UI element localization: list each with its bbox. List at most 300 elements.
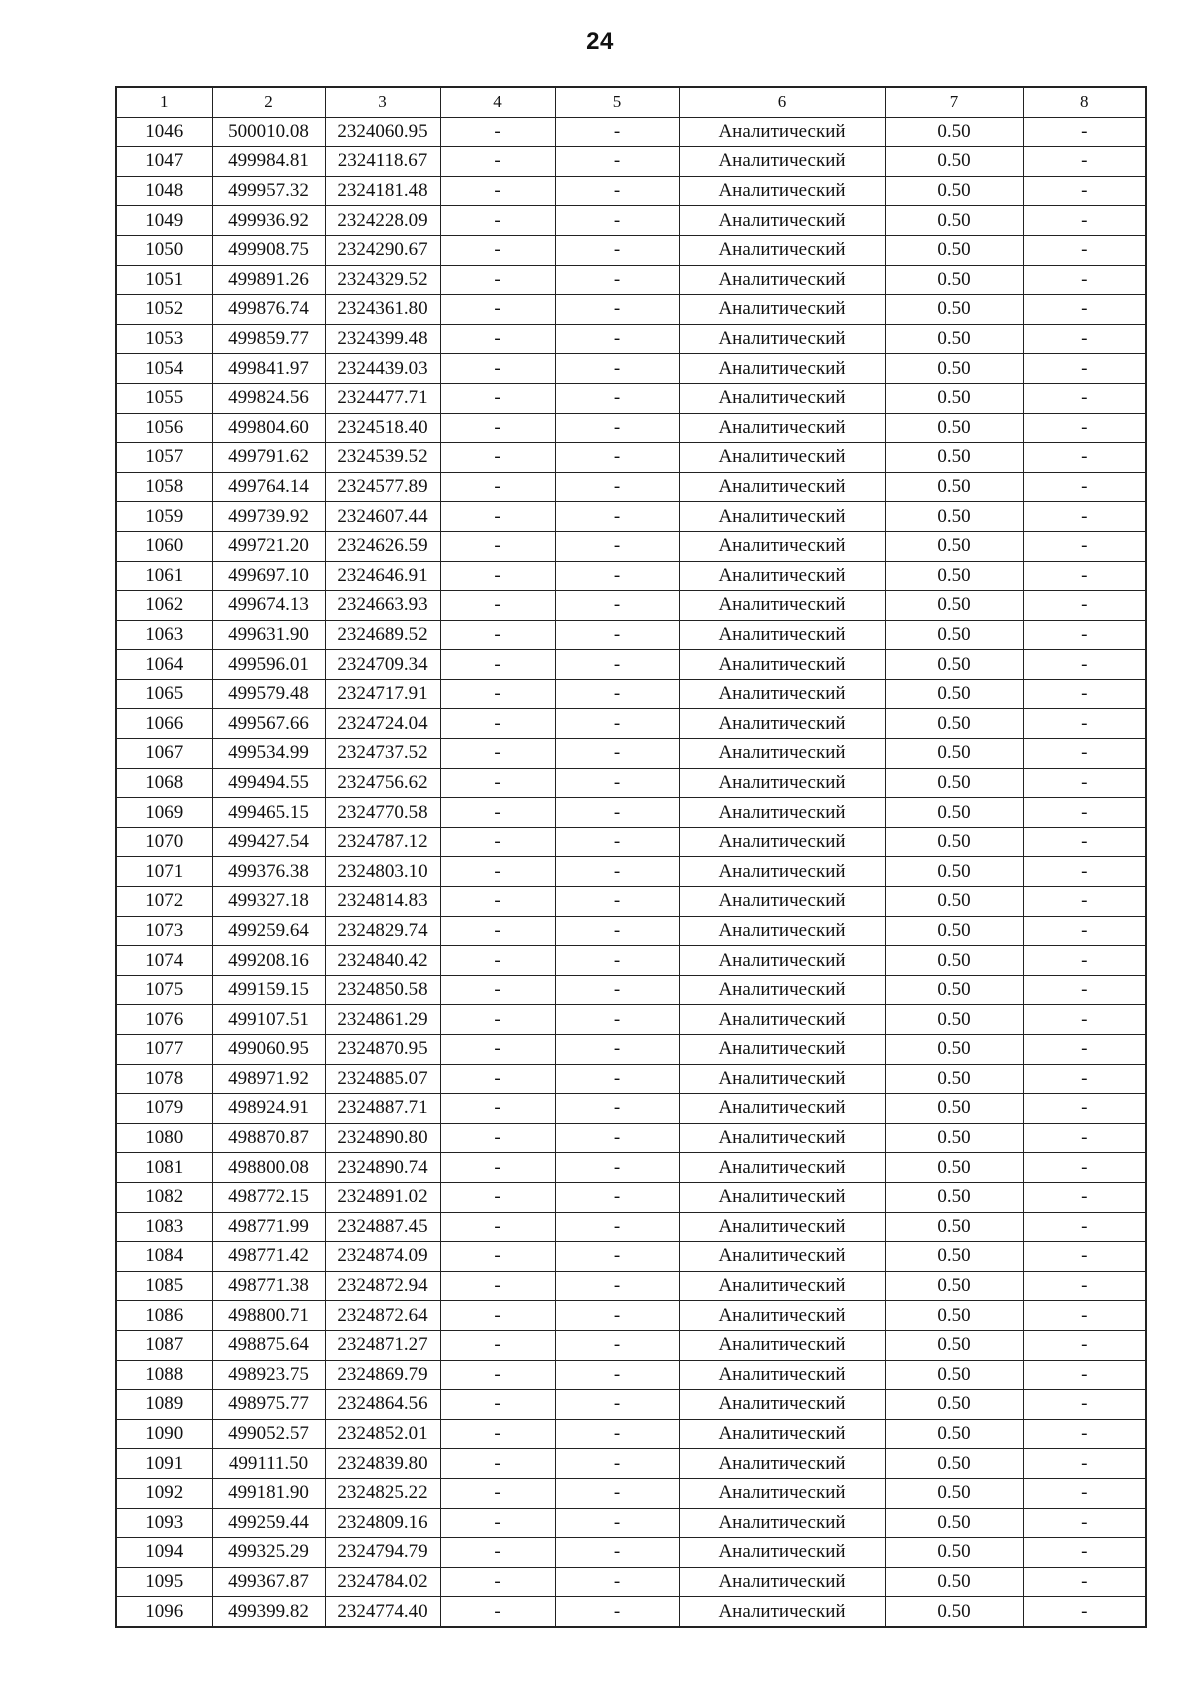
- point-number-cell: 1086: [116, 1301, 212, 1331]
- method-cell: Аналитический: [679, 531, 885, 561]
- coordinate-x-cell: 499111.50: [212, 1449, 325, 1479]
- table-row: [116, 324, 1146, 354]
- coordinate-y-cell: 2324181.48: [325, 176, 440, 206]
- col-5-cell: -: [555, 502, 679, 532]
- col-5-cell: -: [555, 1064, 679, 1094]
- table-row: [116, 946, 1146, 976]
- point-number-cell: 1064: [116, 650, 212, 680]
- accuracy-cell: 0.50: [885, 117, 1023, 147]
- coordinate-y-cell: 2324724.04: [325, 709, 440, 739]
- col-8-cell: -: [1023, 1419, 1146, 1449]
- table-row: [116, 443, 1146, 473]
- method-cell: Аналитический: [679, 147, 885, 177]
- point-number-cell: 1072: [116, 887, 212, 917]
- col-4-cell: -: [440, 1123, 555, 1153]
- coordinate-y-cell: 2324663.93: [325, 591, 440, 621]
- point-number-cell: 1065: [116, 679, 212, 709]
- coordinate-x-cell: 499060.95: [212, 1035, 325, 1065]
- coordinate-y-cell: 2324060.95: [325, 117, 440, 147]
- accuracy-cell: 0.50: [885, 857, 1023, 887]
- col-5-cell: -: [555, 946, 679, 976]
- col-5-cell: -: [555, 561, 679, 591]
- coordinate-x-cell: 498924.91: [212, 1094, 325, 1124]
- method-cell: Аналитический: [679, 709, 885, 739]
- col-4-cell: -: [440, 531, 555, 561]
- col-4-cell: -: [440, 620, 555, 650]
- point-number-cell: 1059: [116, 502, 212, 532]
- table-row: [116, 206, 1146, 236]
- col-8-cell: -: [1023, 975, 1146, 1005]
- table-row: [116, 561, 1146, 591]
- accuracy-cell: 0.50: [885, 1508, 1023, 1538]
- coordinate-x-cell: 498800.71: [212, 1301, 325, 1331]
- coordinate-x-cell: 499534.99: [212, 739, 325, 769]
- col-4-cell: -: [440, 709, 555, 739]
- column-header-7: 7: [885, 87, 1023, 117]
- col-5-cell: -: [555, 1123, 679, 1153]
- method-cell: Аналитический: [679, 887, 885, 917]
- table-row: [116, 1271, 1146, 1301]
- method-cell: Аналитический: [679, 383, 885, 413]
- method-cell: Аналитический: [679, 1005, 885, 1035]
- col-4-cell: -: [440, 1182, 555, 1212]
- col-5-cell: -: [555, 1182, 679, 1212]
- coordinate-x-cell: 499804.60: [212, 413, 325, 443]
- method-cell: Аналитический: [679, 1538, 885, 1568]
- col-5-cell: -: [555, 1449, 679, 1479]
- table-row: [116, 591, 1146, 621]
- coordinate-y-cell: 2324787.12: [325, 827, 440, 857]
- method-cell: Аналитический: [679, 739, 885, 769]
- coordinate-x-cell: 499107.51: [212, 1005, 325, 1035]
- coordinate-y-cell: 2324756.62: [325, 768, 440, 798]
- col-8-cell: -: [1023, 1478, 1146, 1508]
- coordinate-x-cell: 499631.90: [212, 620, 325, 650]
- coordinate-y-cell: 2324890.74: [325, 1153, 440, 1183]
- point-number-cell: 1057: [116, 443, 212, 473]
- coordinate-y-cell: 2324607.44: [325, 502, 440, 532]
- method-cell: Аналитический: [679, 206, 885, 236]
- col-5-cell: -: [555, 887, 679, 917]
- col-5-cell: -: [555, 1508, 679, 1538]
- accuracy-cell: 0.50: [885, 591, 1023, 621]
- table-row: [116, 295, 1146, 325]
- coordinate-x-cell: 498800.08: [212, 1153, 325, 1183]
- col-4-cell: -: [440, 1301, 555, 1331]
- table-row: [116, 709, 1146, 739]
- point-number-cell: 1077: [116, 1035, 212, 1065]
- coordinate-x-cell: 499325.29: [212, 1538, 325, 1568]
- table-row: [116, 1597, 1146, 1627]
- accuracy-cell: 0.50: [885, 1597, 1023, 1627]
- column-header-6: 6: [679, 87, 885, 117]
- col-5-cell: -: [555, 1035, 679, 1065]
- coordinate-y-cell: 2324118.67: [325, 147, 440, 177]
- col-5-cell: -: [555, 709, 679, 739]
- col-5-cell: -: [555, 531, 679, 561]
- coordinate-x-cell: 499159.15: [212, 975, 325, 1005]
- coordinate-y-cell: 2324814.83: [325, 887, 440, 917]
- coordinate-y-cell: 2324784.02: [325, 1567, 440, 1597]
- col-8-cell: -: [1023, 1449, 1146, 1479]
- table-row: [116, 1123, 1146, 1153]
- col-8-cell: -: [1023, 472, 1146, 502]
- col-8-cell: -: [1023, 679, 1146, 709]
- table-row: [116, 1390, 1146, 1420]
- table-row: [116, 1330, 1146, 1360]
- col-8-cell: -: [1023, 1567, 1146, 1597]
- table-row: [116, 768, 1146, 798]
- accuracy-cell: 0.50: [885, 1064, 1023, 1094]
- coordinate-y-cell: 2324689.52: [325, 620, 440, 650]
- coordinate-y-cell: 2324794.79: [325, 1538, 440, 1568]
- col-8-cell: -: [1023, 798, 1146, 828]
- coordinate-x-cell: 499399.82: [212, 1597, 325, 1627]
- point-number-cell: 1071: [116, 857, 212, 887]
- table-row: [116, 383, 1146, 413]
- method-cell: Аналитический: [679, 620, 885, 650]
- col-4-cell: -: [440, 679, 555, 709]
- coordinate-y-cell: 2324539.52: [325, 443, 440, 473]
- col-4-cell: -: [440, 1419, 555, 1449]
- table-row: [116, 235, 1146, 265]
- point-number-cell: 1087: [116, 1330, 212, 1360]
- point-number-cell: 1070: [116, 827, 212, 857]
- table-row: [116, 1538, 1146, 1568]
- col-5-cell: -: [555, 1153, 679, 1183]
- col-8-cell: -: [1023, 1538, 1146, 1568]
- col-4-cell: -: [440, 946, 555, 976]
- coordinate-y-cell: 2324518.40: [325, 413, 440, 443]
- col-8-cell: -: [1023, 413, 1146, 443]
- col-4-cell: -: [440, 383, 555, 413]
- col-5-cell: -: [555, 1330, 679, 1360]
- method-cell: Аналитический: [679, 1094, 885, 1124]
- col-4-cell: -: [440, 1094, 555, 1124]
- col-4-cell: -: [440, 1538, 555, 1568]
- col-8-cell: -: [1023, 827, 1146, 857]
- col-4-cell: -: [440, 1567, 555, 1597]
- table-row: [116, 1094, 1146, 1124]
- accuracy-cell: 0.50: [885, 1005, 1023, 1035]
- col-4-cell: -: [440, 916, 555, 946]
- col-8-cell: -: [1023, 768, 1146, 798]
- coordinate-x-cell: 499891.26: [212, 265, 325, 295]
- col-4-cell: -: [440, 295, 555, 325]
- accuracy-cell: 0.50: [885, 1449, 1023, 1479]
- col-4-cell: -: [440, 1242, 555, 1272]
- point-number-cell: 1074: [116, 946, 212, 976]
- col-8-cell: -: [1023, 1330, 1146, 1360]
- col-4-cell: -: [440, 887, 555, 917]
- table-row: [116, 147, 1146, 177]
- col-8-cell: -: [1023, 1064, 1146, 1094]
- point-number-cell: 1093: [116, 1508, 212, 1538]
- col-5-cell: -: [555, 650, 679, 680]
- method-cell: Аналитический: [679, 1419, 885, 1449]
- method-cell: Аналитический: [679, 1330, 885, 1360]
- coordinate-x-cell: 499259.64: [212, 916, 325, 946]
- col-4-cell: -: [440, 1271, 555, 1301]
- col-4-cell: -: [440, 975, 555, 1005]
- col-8-cell: -: [1023, 443, 1146, 473]
- point-number-cell: 1063: [116, 620, 212, 650]
- point-number-cell: 1046: [116, 117, 212, 147]
- coordinates-table: [115, 86, 1147, 1628]
- coordinate-y-cell: 2324840.42: [325, 946, 440, 976]
- point-number-cell: 1048: [116, 176, 212, 206]
- col-4-cell: -: [440, 1153, 555, 1183]
- coordinate-x-cell: 498971.92: [212, 1064, 325, 1094]
- coordinate-x-cell: 499427.54: [212, 827, 325, 857]
- method-cell: Аналитический: [679, 650, 885, 680]
- col-5-cell: -: [555, 354, 679, 384]
- col-8-cell: -: [1023, 117, 1146, 147]
- accuracy-cell: 0.50: [885, 1301, 1023, 1331]
- table-header-row: [116, 87, 1146, 117]
- col-5-cell: -: [555, 591, 679, 621]
- col-4-cell: -: [440, 768, 555, 798]
- table-row: [116, 650, 1146, 680]
- accuracy-cell: 0.50: [885, 472, 1023, 502]
- point-number-cell: 1084: [116, 1242, 212, 1272]
- accuracy-cell: 0.50: [885, 679, 1023, 709]
- col-5-cell: -: [555, 1597, 679, 1627]
- method-cell: Аналитический: [679, 176, 885, 206]
- point-number-cell: 1091: [116, 1449, 212, 1479]
- col-8-cell: -: [1023, 1597, 1146, 1627]
- coordinate-x-cell: 498923.75: [212, 1360, 325, 1390]
- coordinate-x-cell: 498771.42: [212, 1242, 325, 1272]
- coordinate-x-cell: 499721.20: [212, 531, 325, 561]
- method-cell: Аналитический: [679, 1449, 885, 1479]
- coordinate-x-cell: 499181.90: [212, 1478, 325, 1508]
- col-5-cell: -: [555, 147, 679, 177]
- coordinate-y-cell: 2324439.03: [325, 354, 440, 384]
- col-5-cell: -: [555, 620, 679, 650]
- method-cell: Аналитический: [679, 1478, 885, 1508]
- method-cell: Аналитический: [679, 1301, 885, 1331]
- col-8-cell: -: [1023, 1212, 1146, 1242]
- point-number-cell: 1061: [116, 561, 212, 591]
- col-5-cell: -: [555, 235, 679, 265]
- col-4-cell: -: [440, 413, 555, 443]
- accuracy-cell: 0.50: [885, 1567, 1023, 1597]
- col-4-cell: -: [440, 1478, 555, 1508]
- table-row: [116, 1005, 1146, 1035]
- table-row: [116, 176, 1146, 206]
- accuracy-cell: 0.50: [885, 1182, 1023, 1212]
- coordinate-y-cell: 2324228.09: [325, 206, 440, 236]
- table-row: [116, 531, 1146, 561]
- coordinate-x-cell: 498771.38: [212, 1271, 325, 1301]
- col-8-cell: -: [1023, 354, 1146, 384]
- column-header-8: 8: [1023, 87, 1146, 117]
- coordinate-x-cell: 499876.74: [212, 295, 325, 325]
- method-cell: Аналитический: [679, 1153, 885, 1183]
- coordinate-x-cell: 499824.56: [212, 383, 325, 413]
- col-4-cell: -: [440, 591, 555, 621]
- point-number-cell: 1054: [116, 354, 212, 384]
- table-row: [116, 1360, 1146, 1390]
- col-4-cell: -: [440, 206, 555, 236]
- col-5-cell: -: [555, 1360, 679, 1390]
- table-row: [116, 265, 1146, 295]
- coordinate-x-cell: 499984.81: [212, 147, 325, 177]
- coordinate-y-cell: 2324885.07: [325, 1064, 440, 1094]
- coordinate-y-cell: 2324872.94: [325, 1271, 440, 1301]
- table-row: [116, 1449, 1146, 1479]
- col-8-cell: -: [1023, 1035, 1146, 1065]
- col-5-cell: -: [555, 1271, 679, 1301]
- point-number-cell: 1096: [116, 1597, 212, 1627]
- col-4-cell: -: [440, 443, 555, 473]
- method-cell: Аналитический: [679, 1271, 885, 1301]
- coordinate-x-cell: 499859.77: [212, 324, 325, 354]
- table-row: [116, 1182, 1146, 1212]
- col-5-cell: -: [555, 1094, 679, 1124]
- point-number-cell: 1068: [116, 768, 212, 798]
- accuracy-cell: 0.50: [885, 265, 1023, 295]
- coordinate-x-cell: 499596.01: [212, 650, 325, 680]
- coordinate-y-cell: 2324577.89: [325, 472, 440, 502]
- col-4-cell: -: [440, 798, 555, 828]
- col-8-cell: -: [1023, 1242, 1146, 1272]
- table-row: [116, 472, 1146, 502]
- col-5-cell: -: [555, 443, 679, 473]
- coordinate-y-cell: 2324864.56: [325, 1390, 440, 1420]
- coordinate-x-cell: 499052.57: [212, 1419, 325, 1449]
- accuracy-cell: 0.50: [885, 502, 1023, 532]
- method-cell: Аналитический: [679, 679, 885, 709]
- table-row: [116, 413, 1146, 443]
- column-header-4: 4: [440, 87, 555, 117]
- table-row: [116, 1212, 1146, 1242]
- point-number-cell: 1081: [116, 1153, 212, 1183]
- point-number-cell: 1050: [116, 235, 212, 265]
- col-8-cell: -: [1023, 709, 1146, 739]
- accuracy-cell: 0.50: [885, 1419, 1023, 1449]
- accuracy-cell: 0.50: [885, 235, 1023, 265]
- col-8-cell: -: [1023, 1153, 1146, 1183]
- coordinate-y-cell: 2324890.80: [325, 1123, 440, 1153]
- coordinate-y-cell: 2324646.91: [325, 561, 440, 591]
- table-row: [116, 739, 1146, 769]
- accuracy-cell: 0.50: [885, 561, 1023, 591]
- point-number-cell: 1058: [116, 472, 212, 502]
- accuracy-cell: 0.50: [885, 1538, 1023, 1568]
- table-body: [116, 117, 1146, 1627]
- coordinate-x-cell: 499327.18: [212, 887, 325, 917]
- coordinate-y-cell: 2324861.29: [325, 1005, 440, 1035]
- coordinate-y-cell: 2324887.45: [325, 1212, 440, 1242]
- col-4-cell: -: [440, 1035, 555, 1065]
- coordinate-y-cell: 2324869.79: [325, 1360, 440, 1390]
- col-8-cell: -: [1023, 1123, 1146, 1153]
- accuracy-cell: 0.50: [885, 176, 1023, 206]
- accuracy-cell: 0.50: [885, 531, 1023, 561]
- col-5-cell: -: [555, 383, 679, 413]
- column-header-5: 5: [555, 87, 679, 117]
- col-8-cell: -: [1023, 1360, 1146, 1390]
- col-4-cell: -: [440, 472, 555, 502]
- point-number-cell: 1056: [116, 413, 212, 443]
- accuracy-cell: 0.50: [885, 147, 1023, 177]
- col-5-cell: -: [555, 324, 679, 354]
- table-row: [116, 354, 1146, 384]
- col-5-cell: -: [555, 265, 679, 295]
- col-5-cell: -: [555, 798, 679, 828]
- col-8-cell: -: [1023, 946, 1146, 976]
- col-5-cell: -: [555, 975, 679, 1005]
- coordinate-x-cell: 498870.87: [212, 1123, 325, 1153]
- method-cell: Аналитический: [679, 798, 885, 828]
- coordinate-x-cell: 499697.10: [212, 561, 325, 591]
- table-row: [116, 1153, 1146, 1183]
- col-4-cell: -: [440, 324, 555, 354]
- point-number-cell: 1047: [116, 147, 212, 177]
- table-row: [116, 1419, 1146, 1449]
- column-header-3: 3: [325, 87, 440, 117]
- point-number-cell: 1053: [116, 324, 212, 354]
- col-5-cell: -: [555, 295, 679, 325]
- method-cell: Аналитический: [679, 916, 885, 946]
- col-4-cell: -: [440, 117, 555, 147]
- table-row: [116, 679, 1146, 709]
- coordinate-x-cell: 499579.48: [212, 679, 325, 709]
- col-4-cell: -: [440, 1390, 555, 1420]
- col-4-cell: -: [440, 502, 555, 532]
- method-cell: Аналитический: [679, 1182, 885, 1212]
- coordinate-x-cell: 498771.99: [212, 1212, 325, 1242]
- col-4-cell: -: [440, 1449, 555, 1479]
- point-number-cell: 1051: [116, 265, 212, 295]
- point-number-cell: 1078: [116, 1064, 212, 1094]
- coordinate-x-cell: 499841.97: [212, 354, 325, 384]
- point-number-cell: 1075: [116, 975, 212, 1005]
- col-5-cell: -: [555, 1390, 679, 1420]
- table-row: [116, 798, 1146, 828]
- accuracy-cell: 0.50: [885, 206, 1023, 236]
- method-cell: Аналитический: [679, 502, 885, 532]
- col-4-cell: -: [440, 265, 555, 295]
- accuracy-cell: 0.50: [885, 975, 1023, 1005]
- method-cell: Аналитический: [679, 235, 885, 265]
- col-4-cell: -: [440, 235, 555, 265]
- coordinate-y-cell: 2324852.01: [325, 1419, 440, 1449]
- accuracy-cell: 0.50: [885, 295, 1023, 325]
- col-8-cell: -: [1023, 620, 1146, 650]
- table-row: [116, 502, 1146, 532]
- accuracy-cell: 0.50: [885, 443, 1023, 473]
- col-5-cell: -: [555, 1419, 679, 1449]
- coordinate-x-cell: 499376.38: [212, 857, 325, 887]
- col-5-cell: -: [555, 1242, 679, 1272]
- point-number-cell: 1094: [116, 1538, 212, 1568]
- point-number-cell: 1067: [116, 739, 212, 769]
- table-row: [116, 620, 1146, 650]
- col-5-cell: -: [555, 679, 679, 709]
- table-row: [116, 975, 1146, 1005]
- col-4-cell: -: [440, 561, 555, 591]
- col-8-cell: -: [1023, 916, 1146, 946]
- coordinate-x-cell: 499567.66: [212, 709, 325, 739]
- method-cell: Аналитический: [679, 827, 885, 857]
- table-row: [116, 887, 1146, 917]
- point-number-cell: 1073: [116, 916, 212, 946]
- method-cell: Аналитический: [679, 1123, 885, 1153]
- coordinate-y-cell: 2324809.16: [325, 1508, 440, 1538]
